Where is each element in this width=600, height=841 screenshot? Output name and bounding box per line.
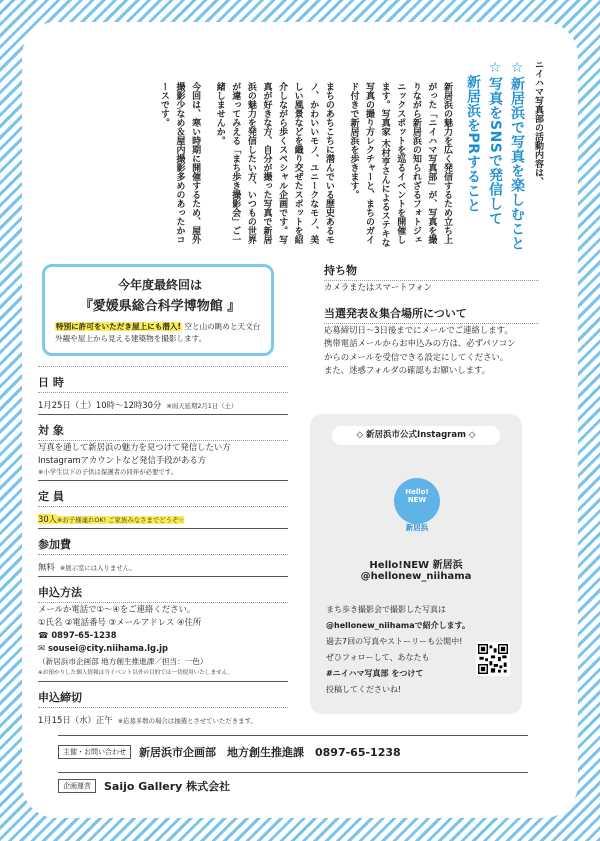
notice-line1: 今年度最終回は (117, 278, 202, 292)
qr-code-graphic (478, 644, 508, 674)
instagram-line: 過去7回の写真やストーリーも公開中! (326, 637, 463, 646)
deadline-section (38, 708, 288, 729)
footer-op (58, 774, 528, 794)
fee-note: ※展示室には入りません。 (59, 564, 136, 572)
notice-highlight: 特別に許可をいただき屋上にも潜入! (56, 322, 181, 331)
deadline-heading: 申込締切 (38, 682, 288, 708)
apply-line: ①氏名 ②電話番号 ③メールアドレス ④住所 (38, 617, 202, 627)
schedule-note: ※雨天延期2月1日（土） (166, 402, 238, 410)
apply-phone-number: 0897-65-1238 (51, 630, 117, 640)
capacity-heading: 定 員 (38, 481, 288, 507)
goal-line: ☆写真をSNSで発信して (487, 60, 503, 226)
footer-host-row (58, 744, 528, 760)
capacity-section (38, 507, 288, 529)
instagram-line: #ニイハマ写真部 をつけて (326, 669, 424, 678)
fee-value: 無料 (38, 562, 55, 572)
instagram-account-name: Hello!NEW 新居浜 (369, 560, 463, 571)
details-column (38, 264, 288, 729)
qr-code-icon[interactable] (476, 642, 510, 676)
footer-divider (58, 772, 528, 773)
apply-heading: 申込方法 (38, 577, 288, 603)
phone-icon: ☎ (38, 630, 52, 640)
target-line: Instagramアカウントなど発信手段がある方 (38, 455, 207, 465)
op-label: 企画運営 (58, 779, 96, 793)
host-value: 新居浜市企画部 地方創生推進課 0897-65-1238 (139, 746, 401, 759)
intro-body (146, 82, 454, 250)
apply-privacy: ※お預かりした個人情報は当イベント以外の目的では一切使用いたしません。 (38, 670, 234, 676)
result-line: 応募締切日〜3日後までにメールでご連絡します。 (324, 324, 513, 335)
logo-line2: NEW (407, 496, 427, 504)
apply-line: メールか電話で①〜④をご連絡ください。 (38, 604, 196, 614)
deadline-value: 1月15日（水）正午 (38, 715, 113, 725)
target-section (38, 441, 288, 481)
schedule-value: 1月25日（土）10時〜12時30分 (38, 400, 162, 410)
fee-heading: 参加費 (38, 529, 288, 555)
op-value: Saijo Gallery 株式会社 (104, 780, 231, 793)
intro-paragraph: まちのあちこちに潜んでいる歴史あるモノ、かわいいモノ、ユニークなモノ、美しい風景などを織り交ぜたスポットを紹介しながら歩くスペシャル企画です。写真が好きな方、自分が撮った写真で新居浜の魅力を発信したい方、いつもの世界が違ってみえる「まち歩き撮影会」ご一緒しませんか。 (214, 82, 334, 244)
instagram-line: まち歩き撮影会で撮影した写真は (326, 605, 446, 614)
notice-desc-text: 空と山の眺めと天文台外観や屋上から見える建築物を撮影します。 (55, 322, 261, 343)
notice-venue: 『愛媛県総合科学博物館 』 (79, 299, 241, 314)
host-label: 主催・お問い合わせ (58, 745, 131, 759)
final-venue-notice (42, 264, 274, 356)
logo-line1: Hello! (405, 488, 429, 496)
instagram-line: @hellonew_niihamaで紹介します。 (326, 621, 470, 630)
capacity-note: ※お子様連れOK! ご家族みなさまでどうぞ☆ (57, 516, 185, 524)
schedule-section (38, 393, 288, 415)
apply-section (38, 603, 288, 682)
result-line: からのメールを受信できる設定にしてください。 (324, 351, 509, 362)
bring-heading: 持ち物 (324, 262, 539, 281)
apply-email[interactable] (38, 642, 288, 655)
footer (58, 735, 528, 760)
mail-icon: ✉ (38, 643, 48, 653)
apply-email-address: sousei@city.niihama.lg.jp (47, 643, 169, 653)
info-column (324, 262, 539, 378)
instagram-line: 投稿してくださいね! (326, 685, 402, 694)
instagram-panel (310, 414, 522, 714)
flyer-sheet (22, 22, 578, 818)
footer-op-row (58, 778, 528, 794)
deadline-note: ※応募多数の場合は抽選とさせていただきます。 (117, 717, 257, 725)
hello-new-logo (394, 478, 440, 524)
result-line: また、迷惑フォルダの確認もお願いします。 (324, 365, 491, 375)
notice-desc (55, 321, 265, 345)
result-line: 携帯電話メールからお申込みの方は、必ずパソコン (324, 338, 516, 348)
schedule-heading: 日 時 (38, 366, 288, 393)
logo-sub: 新居浜 (405, 523, 429, 532)
apply-phone[interactable] (38, 629, 288, 642)
instagram-line: ぜひフォローして、あなたも (326, 653, 430, 662)
fee-section (38, 555, 288, 577)
instagram-title: ◇ 新居浜市公式Instagram ◇ (332, 426, 500, 445)
target-line: 写真を通して新居浜の魅力を見つけて発信したい方 (38, 442, 231, 452)
apply-org: （新居浜市企画部 地方創生推進課／担当：一色） (38, 657, 208, 666)
goal-line: ☆新居浜で写真を楽しむこと (509, 60, 525, 251)
result-heading: 当選発表＆集合場所について (324, 305, 539, 324)
target-heading: 対 象 (38, 415, 288, 441)
instagram-handle[interactable]: @hellonew_niihama (360, 571, 472, 582)
event-details (38, 366, 288, 729)
target-note: ※小学生以下の子供は保護者の同伴が必要です。 (38, 468, 178, 476)
goal-line: 新居浜をPRすること (465, 60, 481, 213)
intro-lead: ニイハマ写真部の活動内容は、 (533, 60, 543, 186)
bring-value: カメラまたはスマートフォン (324, 282, 433, 292)
intro-paragraph: 新居浜の魅力を広く発信するため立ち上がった「ニイハマ写真部」が、写真を撮りながら新居浜の知られざるフォトジェニックスポットを巡るイベントを開催します。写真家 木村亨さんによるステキな写真の撮り方レクチャーと、まちのガイド付きで新居浜を歩きます。 (348, 82, 452, 248)
capacity-value: 30人 (38, 514, 58, 524)
intro-paragraph: 今回は、寒い時期に開催するため、屋外撮影少なめ＆屋内撮影多めのあったかコースです。 (158, 82, 201, 244)
intro-goals (462, 60, 528, 260)
